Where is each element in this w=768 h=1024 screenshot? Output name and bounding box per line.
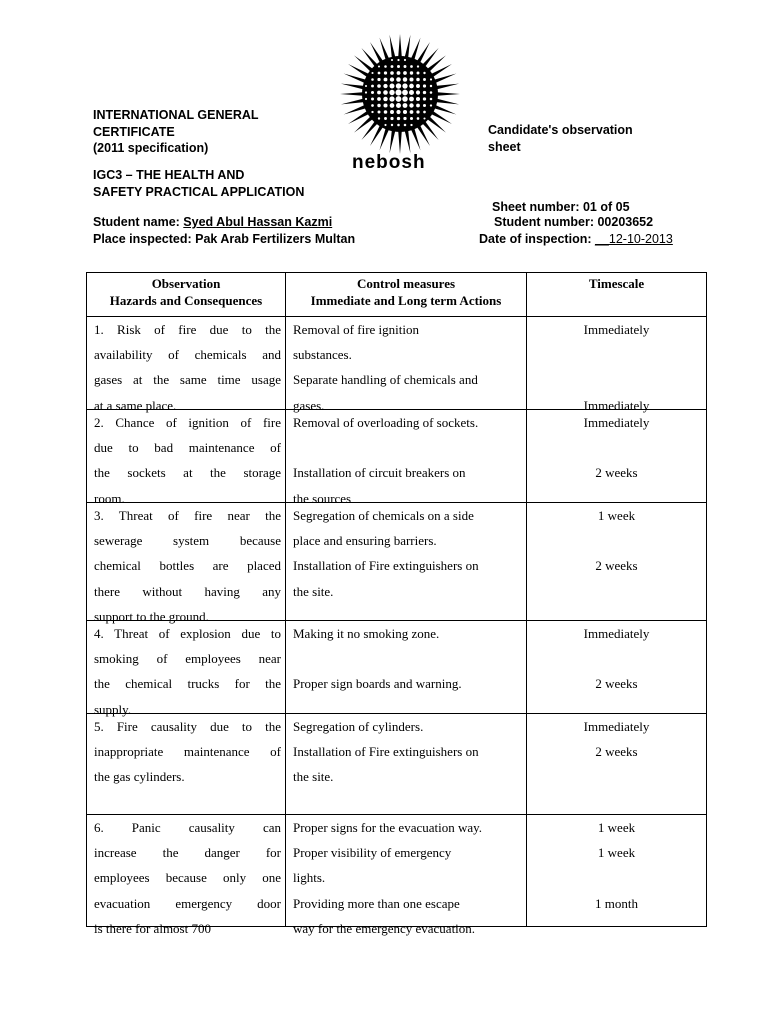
cert-line-3: (2011 specification) — [93, 141, 209, 155]
control-line: way for the emergency evacuation. — [293, 920, 476, 936]
observation-line: 6. Panic causality can — [94, 820, 281, 835]
control-cell — [286, 815, 527, 936]
observation-cell — [87, 317, 286, 413]
table-row — [87, 410, 707, 503]
timescale-cell — [527, 815, 707, 927]
timescale-line: 1 week — [597, 820, 636, 835]
control-line: the sources — [293, 490, 352, 506]
timescale-cell — [527, 317, 707, 413]
certificate-title — [93, 107, 259, 157]
header-control-line-2: Immediate and Long term Actions — [310, 293, 502, 308]
observation-line: sewerage system because — [94, 533, 281, 549]
control-line: Segregation of cylinders. — [293, 719, 424, 734]
timescale-line: 1 week — [597, 845, 636, 861]
table-row — [87, 714, 707, 815]
control-line: Proper visibility of emergency — [293, 845, 452, 861]
nebosh-logo — [338, 36, 462, 176]
observation-table — [86, 272, 707, 936]
timescale-cell — [527, 621, 707, 714]
timescale-line: 2 weeks — [595, 465, 638, 481]
control-cell — [286, 714, 527, 815]
control-line: the site. — [293, 769, 334, 785]
control-cell — [286, 503, 527, 621]
control-cell — [286, 621, 527, 714]
timescale-line: Immediately — [583, 719, 650, 734]
observation-line: 3. Threat of fire near the — [94, 508, 281, 523]
control-line: Removal of fire ignition — [293, 322, 420, 337]
cert-line-1: INTERNATIONAL GENERAL — [93, 108, 259, 122]
timescale-cell — [527, 503, 707, 621]
place-inspected: Place inspected: Pak Arab Fertilizers Multan — [93, 232, 356, 246]
header-observation — [87, 273, 286, 317]
unit-line-1: IGC3 – THE HEALTH AND — [93, 168, 245, 182]
table-row — [87, 815, 707, 927]
control-line: Installation of Fire extinguishers on — [293, 558, 479, 574]
control-line: the site. — [293, 583, 334, 599]
control-line: Separate handling of chemicals and — [293, 372, 478, 388]
observation-line: 4. Threat of explosion due to — [94, 626, 281, 641]
observation-cell — [87, 621, 286, 717]
timescale-line: 1 month — [595, 895, 638, 911]
observation-line: the gas cylinders. — [94, 769, 185, 785]
timescale-line — [527, 367, 706, 392]
timescale-line — [527, 764, 706, 789]
table-row — [87, 317, 707, 410]
control-line: Providing more than one escape — [293, 895, 460, 911]
observation-line: due to bad maintenance of — [94, 440, 281, 456]
inspection-date-label: Date of inspection: — [479, 232, 595, 246]
observation-line: the sockets at the storage — [94, 465, 281, 481]
timescale-line — [527, 865, 706, 890]
control-line: Segregation of chemicals on a side — [293, 508, 474, 523]
control-line: gases. — [293, 397, 325, 413]
timescale-line: Immediately — [583, 397, 650, 413]
observation-line: smoking of employees near — [94, 651, 281, 667]
observation-line: 1. Risk of fire due to the — [94, 322, 281, 337]
timescale-line — [527, 579, 706, 604]
student-name-value: Syed Abul Hassan Kazmi — [183, 215, 333, 229]
timescale-cell — [527, 410, 707, 503]
timescale-line: 1 week — [597, 508, 636, 523]
header-observation-line-2: Hazards and Consequences — [109, 293, 263, 308]
table-header-row — [87, 273, 707, 317]
table-row — [87, 621, 707, 714]
inspection-date-value: __12-10-2013 — [594, 232, 673, 246]
sheet-number: Sheet number: 01 of 05 — [492, 200, 630, 214]
observation-cell — [87, 815, 286, 936]
control-line — [293, 435, 522, 460]
observation-line: chemical bottles are placed — [94, 558, 281, 574]
observation-line: evacuation emergency door — [94, 895, 281, 911]
observation-line: gases at the same time usage — [94, 372, 281, 388]
observation-line: at a same place. — [94, 397, 177, 413]
observation-line: increase the danger for — [94, 845, 281, 861]
timescale-line — [527, 646, 706, 671]
table-row — [87, 503, 707, 621]
header-control-line-1: Control measures — [356, 276, 456, 291]
inspection-date-row — [479, 231, 673, 248]
observation-line: support to the ground. — [94, 608, 209, 624]
student-name-label: Student name: — [93, 215, 184, 229]
student-number: Student number: 00203652 — [494, 215, 654, 229]
control-line: Making it no smoking zone. — [293, 626, 440, 641]
unit-title — [93, 167, 304, 200]
control-line: Removal of overloading of sockets. — [293, 415, 479, 430]
cert-line-2: CERTIFICATE — [93, 124, 175, 139]
control-cell — [286, 410, 527, 506]
timescale-cell — [527, 714, 707, 815]
timescale-line: Immediately — [583, 626, 650, 641]
observation-line: availability of chemicals and — [94, 347, 281, 363]
sheet-title — [488, 122, 633, 155]
control-line: Proper sign boards and warning. — [293, 676, 462, 692]
observation-cell — [87, 410, 286, 506]
observation-line: inappropriate maintenance of — [94, 744, 281, 760]
timescale-line — [527, 528, 706, 553]
observation-line: 5. Fire causality due to the — [94, 719, 281, 734]
header-timescale-label: Timescale — [588, 276, 645, 291]
unit-line-2: SAFETY PRACTICAL APPLICATION — [93, 184, 305, 199]
observation-line: is there for almost 700 — [94, 920, 211, 936]
control-line: Proper signs for the evacuation way. — [293, 820, 483, 835]
control-line: place and ensuring barriers. — [293, 533, 437, 549]
observation-line: there without having any — [94, 583, 281, 599]
logo-wordmark: nebosh — [352, 152, 426, 173]
control-line: lights. — [293, 870, 326, 886]
observation-line: room. — [94, 490, 125, 506]
nebosh-sunburst-icon — [338, 36, 462, 154]
student-name-row — [93, 214, 332, 231]
timescale-line: 2 weeks — [595, 744, 638, 760]
observation-line: employees because only one — [94, 870, 281, 886]
control-line: Installation of circuit breakers on — [293, 465, 466, 481]
sheet-title-line-2: sheet — [488, 139, 521, 154]
observation-line: 2. Chance of ignition of fire — [94, 415, 281, 430]
timescale-line: Immediately — [583, 415, 650, 430]
timescale-line — [527, 342, 706, 367]
control-cell — [286, 317, 527, 413]
timescale-line — [527, 916, 706, 941]
header-timescale — [527, 273, 707, 317]
observation-line: the chemical trucks for the — [94, 676, 281, 692]
timescale-line — [527, 435, 706, 460]
observation-cell — [87, 503, 286, 624]
control-line — [293, 646, 522, 671]
timescale-line: 2 weeks — [595, 676, 638, 692]
timescale-line: 2 weeks — [595, 558, 638, 574]
observation-cell — [87, 714, 286, 815]
control-line: Installation of Fire extinguishers on — [293, 744, 479, 760]
header-observation-line-1: Observation — [151, 276, 221, 291]
observation-line: supply. — [94, 701, 132, 717]
control-line: substances. — [293, 347, 352, 363]
header-control-measures — [286, 273, 527, 317]
timescale-line: Immediately — [583, 322, 650, 337]
sheet-title-line-1: Candidate's observation — [488, 123, 633, 137]
